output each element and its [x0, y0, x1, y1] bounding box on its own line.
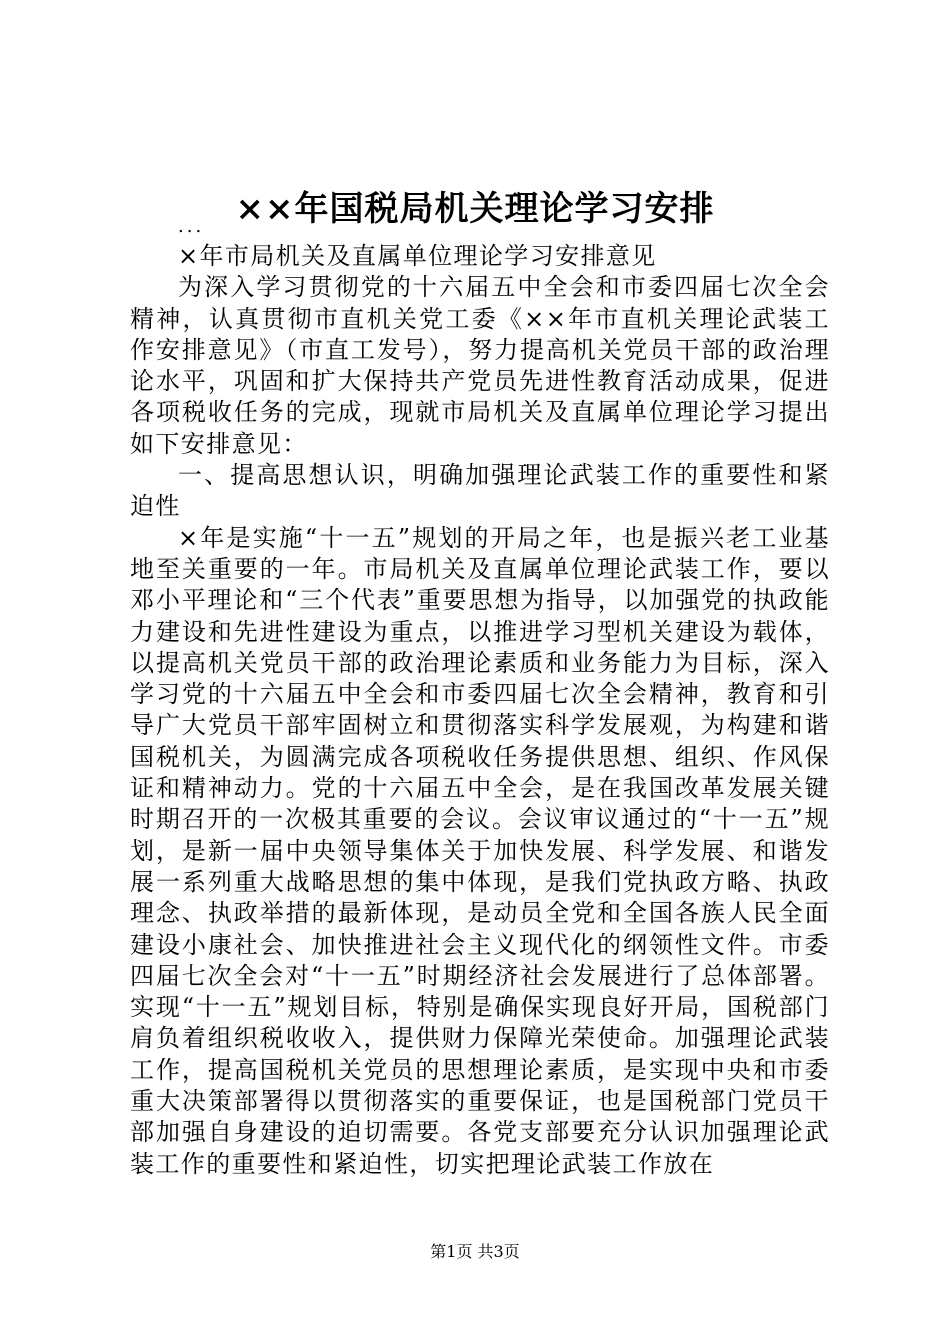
page-number-footer: 第1页 共3页 — [430, 1242, 520, 1261]
ellipsis-text: ... — [178, 216, 205, 237]
paragraph-section-body: ×年是实施“十一五”规划的开局之年，也是振兴老工业基地至关重要的一年。市局机关及直属单位理论武装工作，要以邓小平理论和“三个代表”重要思想为指导，以加强党的执政能力建设和先进性建设为重点，以推进学习型机关建设为载体，以提高机关党员干部的政治理论素质和业务能力为目标，深入学习党的十六届五中全会和市委四届七次全会精神，教育和引导广大党员干部牢固树立和贯彻落实科学发展观，为构建和谐国税机关，为圆满完成各项税收任务提供思想、组织、作风保证和精神动力。党的十六届五中全会，是在我国改革发展关键时期召开的一次极其重要的会议。会议审议通过的“十一五”规划，是新一届中央领导集体关于加快发展、科学发展、和谐发展一系列重大战略思想的集中体现，是我们党执政方略、执政理念、执政举措的最新体现，是动员全党和全国各族人民全面建设小康社会、加快推进社会主义现代化的纲领性文件。市委四届七次全会对“十一五”时期经济社会发展进行了总体部署。实现“十一五”规划目标，特别是确保实现良好开局，国税部门肩负着组织税收收入，提供财力保障光荣使命。加强理论武装工作，提高国税机关党员的思想理论素质，是实现中央和市委重大决策部署得以贯彻落实的重要保证，也是国税部门党员干部加强自身建设的迫切需要。各党支部要充分认识加强理论武装工作的重要性和紧迫性，切实把理论武装工作放在 — [130, 523, 830, 1178]
paragraph-section-heading: 一、提高思想认识，明确加强理论武装工作的重要性和紧迫性 — [130, 461, 830, 521]
document-body — [130, 241, 830, 1180]
document-title: ××年国税局机关理论学习安排 — [235, 189, 715, 229]
paragraph-intro: 为深入学习贯彻党的十六届五中全会和市委四届七次全会精神，认真贯彻市直机关党工委《××年市直机关理论武装工作安排意见》（市直工发号），努力提高机关党员干部的政治理论水平，巩固和扩大保持共产党员先进性教育活动成果，促进各项税收任务的完成，现就市局机关及直属单位理论学习提出如下安排意见： — [130, 273, 830, 458]
paragraph-subtitle: ×年市局机关及直属单位理论学习安排意见 — [178, 242, 657, 270]
